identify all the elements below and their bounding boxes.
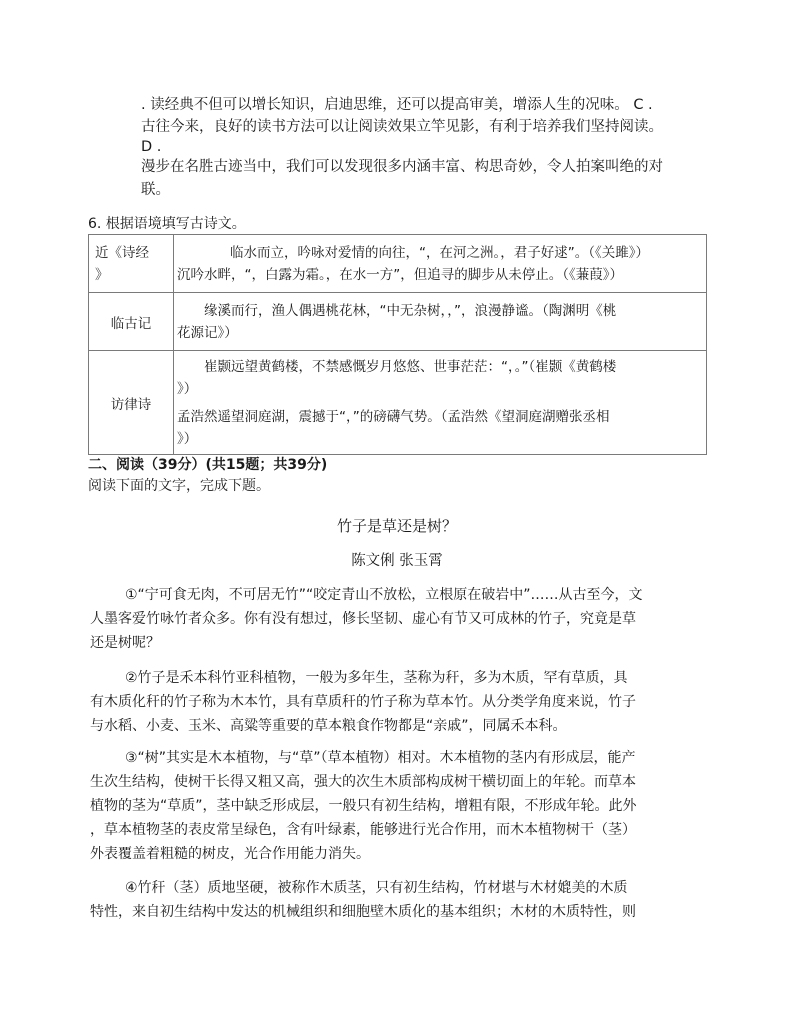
category-label: 临古记 xyxy=(110,315,152,332)
article-paragraph-4 xyxy=(90,876,636,924)
table-row xyxy=(89,351,707,455)
paragraph-line: 还是树呢？ xyxy=(90,635,160,651)
paragraph-line: ③“树”其实是木本植物，与“草”（草本植物）相对。木本植物的茎内有形成层，能产 xyxy=(125,750,636,766)
section-instruction: 阅读下面的文字，完成下题。 xyxy=(88,478,270,494)
paragraph-line: ④竹秆（茎）质地坚硬，被称作木质茎，只有初生结构，竹材堪与木材媲美的木质 xyxy=(125,880,628,896)
category-label: 访律诗 xyxy=(110,396,152,413)
paragraph-line: 人墨客爱竹咏竹者众多。你有没有想过，修长坚韧、虚心有节又可成林的竹子，究竟是草 xyxy=(90,611,636,627)
article-authors: 陈文俐 张玉霄 xyxy=(351,553,443,569)
fill-line: 缘溪而行，渔人偶遇桃花林，“中无杂树，，”，浪漫静谧。（陶渊明《桃 xyxy=(204,302,617,319)
option-d-label: D . xyxy=(141,139,162,155)
option-d-text-line1: 漫步在名胜古迹当中，我们可以发现很多内涵丰富、构思奇妙，令人拍案叫绝的对 xyxy=(141,159,663,175)
paragraph-line: ①“宁可食无肉，不可居无竹”“咬定青山不放松，立根原在破岩中”……从古至今，文 xyxy=(125,587,643,603)
section-heading: 二、阅读（39分）(共15题；共39分) xyxy=(88,457,328,473)
option-c-text: 古往今来，良好的读书方法可以让阅读效果立竿见影，有利于培养我们坚持阅读。 xyxy=(141,119,663,135)
article-title: 竹子是草还是树？ xyxy=(336,517,457,535)
fill-line: 崔颢远望黄鹤楼，不禁感慨岁月悠悠、世事茫茫：“，。”（崔颢《黄鹤楼 xyxy=(204,358,617,375)
table-category-cell xyxy=(89,293,174,351)
paragraph-line: ，草本植物茎的表皮常呈绿色，含有叶绿素，能够进行光合作用，而木本植物树干（茎） xyxy=(90,822,636,838)
article-paragraph-1 xyxy=(90,583,643,655)
table-content-cell xyxy=(174,351,707,455)
question-6-title: 6. 根据语境填写古诗文。 xyxy=(88,216,246,232)
category-label-line2: 》 xyxy=(95,266,109,283)
table-content-cell xyxy=(174,293,707,351)
paragraph-line: 外表覆盖着粗糙的树皮，光合作用能力消失。 xyxy=(90,846,370,862)
fill-line: 》） xyxy=(177,430,198,447)
paragraph-line: 植物的茎为“草质”，茎中缺乏形成层，一般只有初生结构，增粗有限，不形成年轮。此外 xyxy=(90,798,637,814)
category-label-line1: 近《诗经 xyxy=(95,244,149,261)
fill-line: 》） xyxy=(177,380,198,397)
paragraph-line: ②竹子是禾本科竹亚科植物，一般为多年生，茎称为秆，多为木质，罕有草质，具 xyxy=(125,670,628,686)
poem-fill-table xyxy=(88,234,707,455)
fill-line: 临水而立，吟咏对爱情的向往，“，在河之洲。，君子好逑”。（《关雎》） xyxy=(230,244,649,261)
article-paragraph-3 xyxy=(90,746,637,866)
option-b-tail: . 读经典不但可以增长知识，启迪思维，还可以提高审美，增添人生的况味。 C . xyxy=(141,97,653,113)
paragraph-line: 生次生结构，使树干长得又粗又高，强大的次生木质部构成树干横切面上的年轮。而草本 xyxy=(90,774,636,790)
table-row xyxy=(89,235,707,293)
fill-line: 花源记》） xyxy=(177,324,238,341)
fill-line: 孟浩然遥望洞庭湖，震撼于“，”的磅礴气势。（孟浩然《望洞庭湖赠张丞相 xyxy=(177,408,610,425)
option-d-text-line2: 联。 xyxy=(141,182,170,198)
paragraph-line: 特性，来自初生结构中发达的机械组织和细胞壁木质化的基本组织；木材的木质特性，则 xyxy=(90,904,636,920)
fill-line: 沉吟水畔，“，白露为霜。，在水一方”，但追寻的脚步从未停止。（《蒹葭》） xyxy=(177,266,623,283)
table-content-cell xyxy=(174,235,707,293)
paragraph-line: 有木质化秆的竹子称为木本竹，具有草质秆的竹子称为草本竹。从分类学角度来说，竹子 xyxy=(90,694,636,710)
table-category-cell xyxy=(89,235,174,293)
table-category-cell xyxy=(89,351,174,455)
table-row xyxy=(89,293,707,351)
paragraph-line: 与水稻、小麦、玉米、高粱等重要的草本粮食作物都是“亲戚”，同属禾本科。 xyxy=(90,718,567,734)
article-paragraph-2 xyxy=(90,666,636,738)
